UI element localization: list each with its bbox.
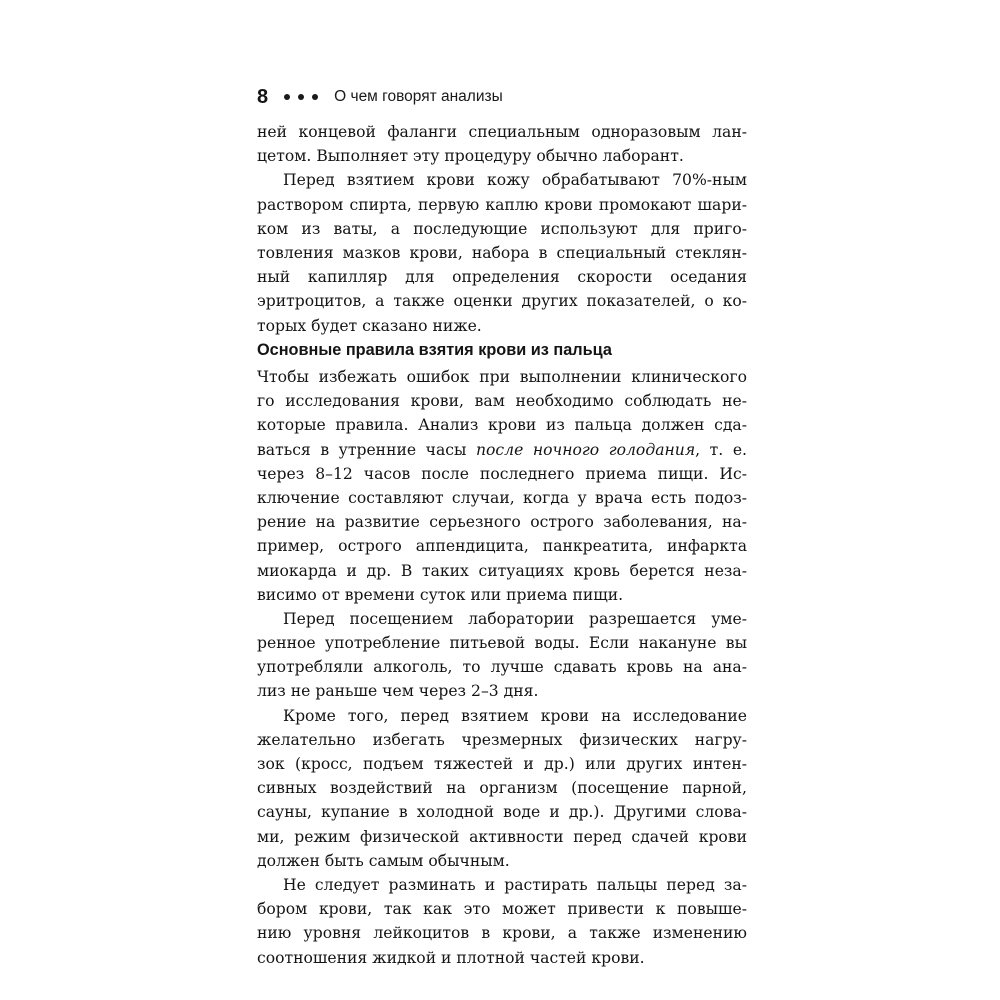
text-line: рение на развитие серьезного острого заболевания, на- bbox=[257, 513, 747, 532]
text-line: бором крови, так как это может привести к повыше- bbox=[257, 900, 747, 919]
text-line: употребляли алкоголь, то лучше сдавать кровь на ана- bbox=[257, 658, 747, 677]
text-line: миокарда и др. В таких ситуациях кровь берется неза- bbox=[257, 561, 747, 580]
text-line: нию уровня лейкоцитов в крови, а также изменению bbox=[257, 924, 747, 943]
text-line: Перед посещением лаборатории разрешается уме- bbox=[283, 609, 747, 628]
text-line: эритроцитов, а также оценки других показателей, о ко- bbox=[257, 292, 747, 311]
text-span: ваться в утренние часы bbox=[257, 440, 467, 459]
running-title: О чем говорят анализы bbox=[334, 88, 503, 105]
text-line: ней концевой фаланги специальным одноразовым лан- bbox=[257, 123, 747, 141]
text-line: ный капилляр для определения скорости оседания bbox=[257, 268, 747, 287]
text-line: торых будет сказано ниже. bbox=[257, 316, 482, 335]
text-line: ренное употребление питьевой воды. Если накануне вы bbox=[257, 634, 747, 653]
text-line: сауны, купание в холодной воде и др.). Другими слова- bbox=[257, 803, 747, 822]
text-line: Чтобы избежать ошибок при выполнении клинического bbox=[257, 368, 747, 386]
text-line: желательно избегать чрезмерных физических нагру- bbox=[257, 730, 747, 749]
text-line: висимо от времени суток или приема пищи. bbox=[257, 585, 624, 604]
paragraph-block-2 bbox=[257, 365, 747, 970]
section-heading: Основные правила взятия крови из пальца bbox=[257, 341, 612, 359]
dot-icon bbox=[284, 94, 290, 100]
text-line: сивных воздействий на организм (посещение парной, bbox=[257, 779, 747, 798]
text-line: через 8–12 часов после последнего приема пищи. Ис- bbox=[257, 464, 747, 483]
text-line: Кроме того, перед взятием крови на исследование bbox=[283, 706, 747, 725]
page-number: 8 bbox=[257, 85, 269, 108]
text-line: ключение составляют случаи, когда у врача есть подоз- bbox=[257, 488, 747, 507]
text-line: товления мазков крови, набора в специальный стеклян- bbox=[257, 243, 747, 262]
text-span: , т. е. bbox=[695, 440, 748, 459]
text-line: цетом. Выполняет эту процедуру обычно лаборант. bbox=[257, 147, 684, 166]
text-line: соотношения жидкой и плотной частей крови. bbox=[257, 948, 645, 967]
emphasis-text: после ночного голодания bbox=[476, 440, 696, 459]
text-line: пример, острого аппендицита, панкреатита, инфаркта bbox=[257, 537, 747, 556]
text-line bbox=[257, 438, 747, 462]
text-line: Перед взятием крови кожу обрабатывают 70%-ным bbox=[283, 171, 747, 190]
text-line: Не следует разминать и растирать пальцы перед за- bbox=[283, 875, 747, 894]
text-line: раствором спирта, первую каплю крови промокают шари- bbox=[257, 195, 747, 214]
running-head bbox=[257, 84, 503, 110]
text-line: ми, режим физической активности перед сдачей крови bbox=[257, 827, 747, 846]
dot-icon bbox=[298, 94, 304, 100]
text-line: зок (кросс, подъем тяжестей и др.) или других интен- bbox=[257, 755, 747, 773]
text-line: лиз не раньше чем через 2–3 дня. bbox=[257, 682, 539, 701]
text-line: которые правила. Анализ крови из пальца должен сда- bbox=[257, 416, 747, 435]
text-line: должен быть самым обычным. bbox=[257, 851, 510, 870]
paragraph-block-1 bbox=[257, 120, 747, 338]
text-line: ком из ваты, а последующие используют для приго- bbox=[257, 219, 747, 238]
dot-icon bbox=[312, 94, 318, 100]
separator-dots bbox=[284, 94, 318, 100]
text-line: го исследования крови, вам необходимо соблюдать не- bbox=[257, 392, 747, 411]
